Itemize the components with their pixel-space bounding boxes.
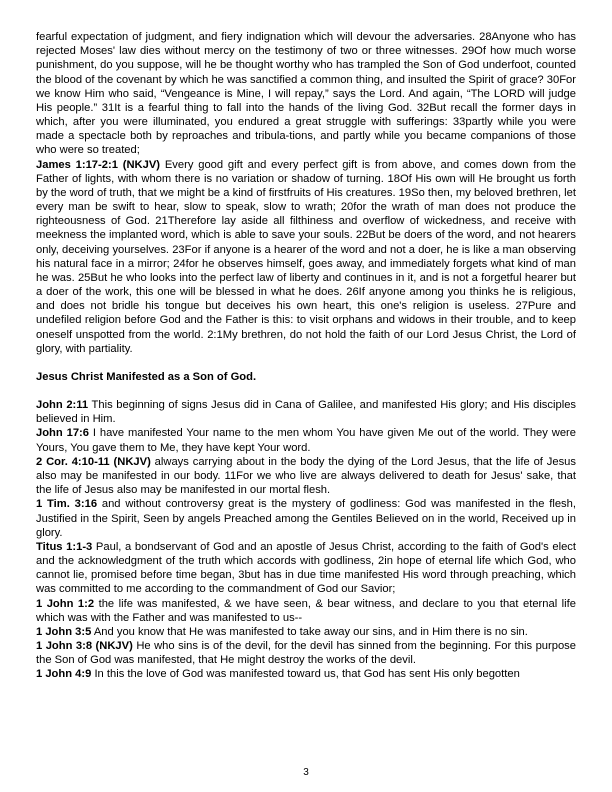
scripture-reference: 1 Tim. 3:16 (36, 498, 98, 511)
scripture-reference: 1 John 3:8 (NKJV) (36, 640, 133, 653)
scripture-reference: 1 John 1:2 (36, 597, 95, 610)
paragraph-james (36, 158, 576, 356)
scripture-reference: John 17:6 (36, 427, 89, 440)
paragraph-hebrews-continuation (36, 30, 576, 158)
verse-text: Every good gift and every perfect gift is from above, and comes down from the Father of lights, with whom there is no variation or shadow of turning. 18Of His own will He brought us forth by the word of truth, that we might be a kind of firstfruits of His creatures. 19So then, my beloved brethren, let every man be swift to hear, slow to speak, slow to wrath; 20for the wrath of man does not produce the righteousness of God. 21Therefore lay aside all filthiness and overflow of wickedness, and receive with meekness the implanted word, which is able to save your souls. 22But be doers of the word, and not hearers only, deceiving yourselves. 23For if anyone is a hearer of the word and not a doer, he is like a man observing his natural face in a mirror; 24for he observes himself, goes away, and immediately forgets what kind of man he was. 25But he who looks into the perfect law of liberty and continues in it, and is not a forgetful hearer but a doer of the work, this one will be blessed in what he does. 26If anyone among you thinks he is religious, and does not bridle his tongue but deceives his own heart, this one's religion is useless. 27Pure and undefiled religion before God and the Father is this: to visit orphans and widows in their trouble, and to keep oneself unspotted from the world. 2:1My brethren, do not hold the faith of our Lord Jesus Christ, the Lord of glory, with partiality. (36, 158, 576, 355)
page-number: 3 (303, 767, 309, 778)
scripture-reference: 1 John 3:5 (36, 625, 92, 638)
verse-text: Paul, a bondservant of God and an apostle of Jesus Christ, according to the faith of God's elect and the acknowledgment of the truth which accords with godliness, 2in hope of eternal life which God, who cannot lie, promised before time began, 3but has in due time manifested His word through preaching, which was committed to me according to the commandment of God our Savior; (36, 540, 576, 596)
scripture-reference: 2 Cor. 4:10-11 (NKJV) (36, 455, 151, 468)
paragraph-titus-1 (36, 540, 576, 597)
verse-text: the life was manifested, & we have seen, & bear witness, and declare to you that eternal life which was with the Father and was manifested to us-- (36, 597, 576, 624)
paragraph-john-17-6 (36, 426, 576, 454)
section-spacer (36, 356, 576, 370)
scripture-reference: John 2:11 (36, 399, 89, 412)
paragraph-1-john-3-8 (36, 639, 576, 667)
scripture-reference: 1 John 4:9 (36, 668, 92, 681)
verse-text: and without controversy great is the mystery of godliness: God was manifested in the flesh, Justified in the Spirit, Seen by angels Preached among the Gentiles Believed on in the world, Received up in glory. (36, 498, 576, 539)
verse-text: I have manifested Your name to the men whom You have given Me out of the world. They were Yours, You gave them to Me, they have kept Your word. (36, 427, 576, 454)
paragraph-john-2-11 (36, 398, 576, 426)
verse-text: In this the love of God was manifested toward us, that God has sent His only begotten (91, 668, 520, 681)
paragraph-1-tim-3-16 (36, 497, 576, 540)
scripture-reference: James 1:17-2:1 (NKJV) (36, 158, 161, 171)
paragraph-2-cor-4 (36, 455, 576, 498)
heading-spacer (36, 384, 576, 398)
scripture-reference: Titus 1:1-3 (36, 540, 93, 553)
verse-text: And you know that He was manifested to take away our sins, and in Him there is no sin. (91, 625, 528, 638)
paragraph-1-john-3-5 (36, 625, 576, 639)
verse-text: This beginning of signs Jesus did in Cana of Galilee, and manifested His glory; and His disciples believed in Him. (36, 399, 577, 426)
paragraph-1-john-1-2 (36, 597, 576, 625)
verse-text: fearful expectation of judgment, and fiery indignation which will devour the adversaries. 28Anyone who has rejected Moses' law dies without mercy on the testimony of two or three witnesses. 29Of how much worse punishment, do you suppose, will he be thought worthy who has trampled the Son of God underfoot, counted the blood of the covenant by which he was sanctified a common thing, and insulted the Spirit of grace? 30For we know Him who said, “Vengeance is Mine, I will repay,” says the Lord. And again, “The LORD will judge His people.” 31It is a fearful thing to fall into the hands of the living God. 32But recall the former days in which, after you were illuminated, you endured a great struggle with sufferings: 33partly while you were made a spectacle both by reproaches and tribula-tions, and partly while you became companions of those who were so treated; (36, 31, 576, 157)
verse-text: always carrying about in the body the dying of the Lord Jesus, that the life of Jesus also may be manifested in our body. 11For we who live are always delivered to death for Jesus' sake, that the life of Jesus also may be manifested in our mortal flesh. (36, 455, 576, 497)
verse-text: He who sins is of the devil, for the devil has sinned from the beginning. For this purpose the Son of God was manifested, that He might destroy the works of the devil. (36, 640, 576, 667)
paragraph-1-john-4-9 (36, 667, 576, 681)
section-heading: Jesus Christ Manifested as a Son of God. (36, 370, 257, 383)
